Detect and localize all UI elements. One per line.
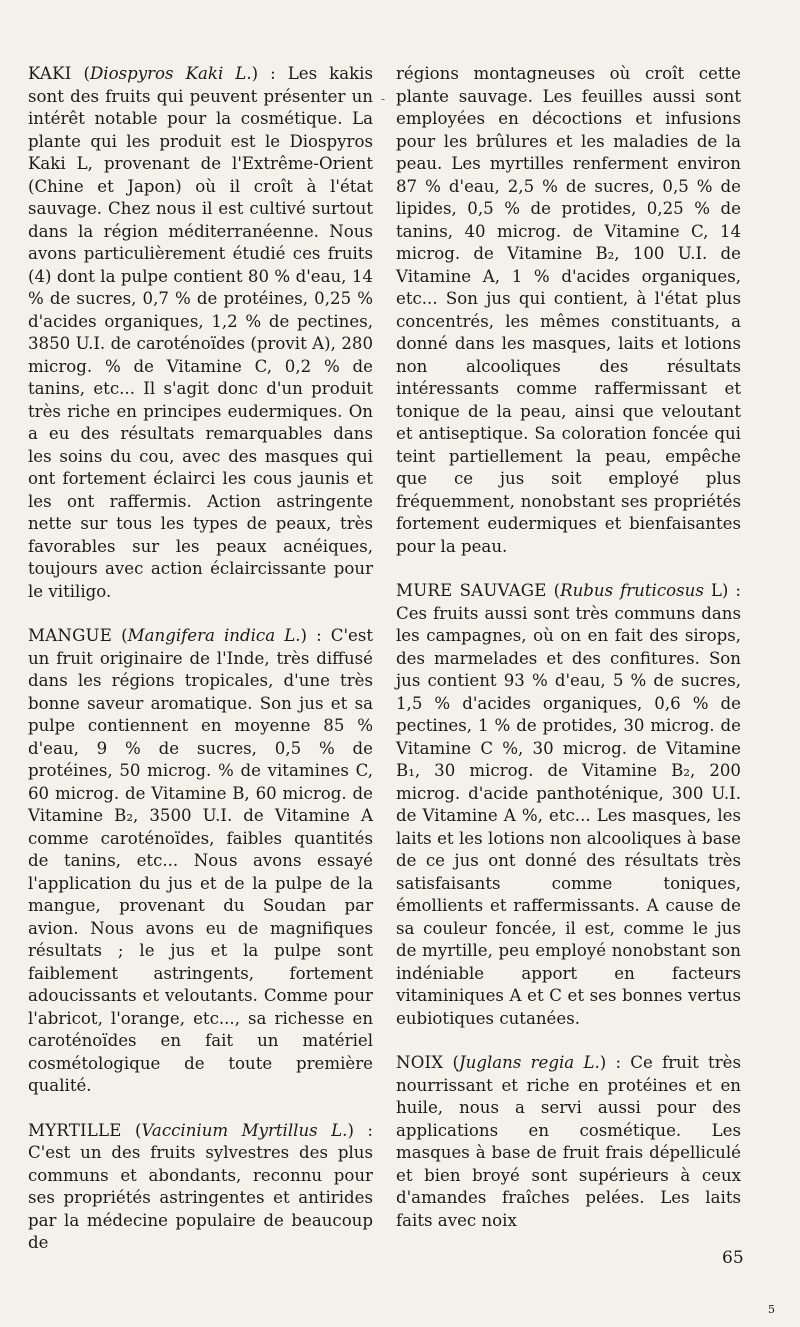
entry-latin: Vaccinium Myrtillus L. xyxy=(141,1120,348,1140)
entry-name: MYRTILLE xyxy=(28,1120,122,1140)
entry-text: : C'est un fruit originaire de l'Inde, très diffusé dans les régions tropicales, d'une très bonne saveur aromatique. Son jus et sa pulpe contiennent en moyenne 85 % d'eau, 9 % de sucres, 0,5 % de protéines, 50 microg. % de vitamines C, 60 microg. de Vitamine B, 60 microg. de Vitamine B₂, 3500 U.I. de Vitamine A comme caroténoïdes, faibles quantités de tanins, etc... Nous avons essayé l'application du jus et de la pulpe de la mangue, provenant du Soudan par avion. Nous avons eu de magnifiques résultats ; le jus et la pulpe sont faiblement astringents, fortement adoucissants et veloutants. Comme pour l'abricot, l'orange, etc..., sa richesse en caroténoïdes en fait un matériel cosmétologique de toute première qualité. xyxy=(28,626,374,1095)
entry-latin: Juglans regia L. xyxy=(459,1053,600,1072)
left-column xyxy=(28,63,373,1255)
entry-text: : Ce fruit très nourrissant et riche en protéines et en huile, nous a servi aussi pour des applications en cosmétique. Les masques à base de fruit frais dépelliculé et bien broyé sont supérieurs à ceux d'amandes fraîches pelées. Les laits faits avec noix xyxy=(396,1053,741,1230)
entry-mangue: MANGUE (Mangifera indica L.) : C'est un fruit originaire de l'Inde, très diffusé dans les régions tropicales, d'une très bonne saveur aromatique. Son jus et sa pulpe contiennent en moyenne 85 % d'eau, 9 % de sucres, 0,5 % de protéines, 50 microg. % de vitamines C, 60 microg. de Vitamine B, 60 microg. de Vitamine B₂, 3500 U.I. de Vitamine A comme caroténoïdes, faibles quantités de tanins, etc... Nous avons essayé l'application du jus et de la pulpe de la mangue, provenant du Soudan par avion. Nous avons eu de magnifiques résultats ; le jus et la pulpe sont faiblement astringents, fortement adoucissants et veloutants. Comme pour l'abricot, l'orange, etc..., sa richesse en caroténoïdes en fait un matériel cosmétologique de toute première qualité. xyxy=(28,626,374,1095)
margin-mark: - xyxy=(381,92,386,106)
entry-name: NOIX xyxy=(396,1053,444,1072)
entry-myrtille-continued xyxy=(396,63,741,558)
entry-latin: Rubus fruticosus xyxy=(560,581,704,600)
entry-latin: Diospyros Kaki L. xyxy=(90,64,252,83)
entry-text: : C'est un des fruits sylvestres des plus communs et abondants, reconnu pour ses propriétés astringentes et antirides par la médecine populaire de beaucoup de xyxy=(28,1120,373,1252)
right-column xyxy=(396,63,741,1232)
entry-name: MURE SAUVAGE xyxy=(396,581,547,600)
entry-name: KAKI xyxy=(28,64,72,83)
entry-kaki: KAKI (Diospyros Kaki L.) : Les kakis sont des fruits qui peuvent présenter un intérêt notable pour la cosmétique. La plante qui les produit est le Diospyros Kaki L, provenant de l'Extrême-Orient (Chine et Japon) où il croît à l'état sauvage. Chez nous il est cultivé surtout dans la région méditerranéenne. Nous avons particulièrement étudié ces fruits (4) dont la pulpe contient 80 % d'eau, 14 % de sucres, 0,7 % de protéines, 0,25 % d'acides organiques, 1,2 % de pectines, 3850 U.I. de caroténoïdes (provit A), 280 microg. % de Vitamine C, 0,2 % de tanins, etc... Il s'agit donc d'un produit très riche en principes eudermiques. On a eu des résultats remarquables dans les soins du cou, avec des masques qui ont fortement éclairci les cous jaunis et les ont raffermis. Action astringente nette sur tous les types de peaux, très favorables sur les peaux acnéiques, toujours avec action éclaircissante pour le vitiligo. xyxy=(28,64,373,601)
entry-noix: NOIX (Juglans regia L.) : Ce fruit très nourrissant et riche en protéines et en huile, nous a servi aussi pour des applications en cosmétique. Les masques à base de fruit frais dépelliculé et bien broyé sont supérieurs à ceux d'amandes fraîches pelées. Les laits faits avec noix xyxy=(396,1053,741,1230)
corner-mark: 5 xyxy=(768,1303,775,1316)
entry-name: MANGUE xyxy=(28,626,113,645)
entry-text: L) : Ces fruits aussi sont très communs dans les campagnes, où on en fait des sirops, des marmelades et des confitures. Son jus contient 93 % d'eau, 5 % de sucres, 1,5 % d'acides organiques, 0,6 % de pectines, 1 % de protides, 30 microg. de Vitamine C %, 30 microg. de Vitamine B₁, 30 microg. de Vitamine B₂, 200 microg. d'acide panthoténique, 300 U.I. de Vitamine A %, etc... Les masques, les laits et les lotions non alcooliques à base de ce jus ont donné des résultats très satisfaisants comme toniques, émollients et raffermissants. A cause de sa couleur foncée, il est, comme le jus de myrtille, peu employé nonobstant son indéniable apport en facteurs vitaminiques A et C et ses bonnes vertus eubiotiques cutanées. xyxy=(396,581,741,1028)
entry-latin: Mangifera indica L. xyxy=(127,626,301,645)
entry-mure-sauvage: MURE SAUVAGE (Rubus fruticosus L) : Ces fruits aussi sont très communs dans les campagnes, où on en fait des sirops, des marmelades et des confitures. Son jus contient 93 % d'eau, 5 % de sucres, 1,5 % d'acides organiques, 0,6 % de pectines, 1 % de protides, 30 microg. de Vitamine C %, 30 microg. de Vitamine B₁, 30 microg. de Vitamine B₂, 200 microg. d'acide panthoténique, 300 U.I. de Vitamine A %, etc... Les masques, les laits et les lotions non alcooliques à base de ce jus ont donné des résultats très satisfaisants comme toniques, émollients et raffermissants. A cause de sa couleur foncée, il est, comme le jus de myrtille, peu employé nonobstant son indéniable apport en facteurs vitaminiques A et C et ses bonnes vertus eubiotiques cutanées. xyxy=(396,581,741,1028)
entry-text: : Les kakis sont des fruits qui peuvent présenter un intérêt notable pour la cosmétique. La plante qui les produit est le Diospyros Kaki L, provenant de l'Extrême-Orient (Chine et Japon) où il croît à l'état sauvage. Chez nous il est cultivé surtout dans la région méditerranéenne. Nous avons particulièrement étudié ces fruits (4) dont la pulpe contient 80 % d'eau, 14 % de sucres, 0,7 % de protéines, 0,25 % d'acides organiques, 1,2 % de pectines, 3850 U.I. de caroténoïdes (provit A), 280 microg. % de Vitamine C, 0,2 % de tanins, etc... Il s'agit donc d'un produit très riche en principes eudermiques. On a eu des résultats remarquables dans les soins du cou, avec des masques qui ont fortement éclairci les cous jaunis et les ont raffermis. Action astringente nette sur tous les types de peaux, très favorables sur les peaux acnéiques, toujours avec action éclaircissante pour le vitiligo. xyxy=(28,64,373,601)
entry-text: régions montagneuses où croît cette plante sauvage. Les feuilles aussi sont employées en décoctions et infusions pour les brûlures et les maladies de la peau. Les myrtilles renferment environ 87 % d'eau, 2,5 % de sucres, 0,5 % de lipides, 0,5 % de protides, 0,25 % de tanins, 40 microg. de Vitamine C, 14 microg. de Vitamine B₂, 100 U.I. de Vitamine A, 1 % d'acides organiques, etc... Son jus qui contient, à l'état plus concentrés, les mêmes constituants, a donné dans les masques, laits et lotions non alcooliques des résultats intéressants comme raffermissant et tonique de la peau, ainsi que veloutant et antiseptique. Sa coloration foncée qui teint partiellement la peau, empêche que ce jus soit employé plus fréquemment, nonobstant ses propriétés fortement eudermiques et bienfaisantes pour la peau. xyxy=(396,64,741,556)
entry-myrtille: MYRTILLE (Vaccinium Myrtillus L.) : C'est un des fruits sylvestres des plus communs et abondants, reconnu pour ses propriétés astringentes et antirides par la médecine populaire de beaucoup de xyxy=(28,1120,373,1252)
page-number: 65 xyxy=(722,1248,744,1268)
